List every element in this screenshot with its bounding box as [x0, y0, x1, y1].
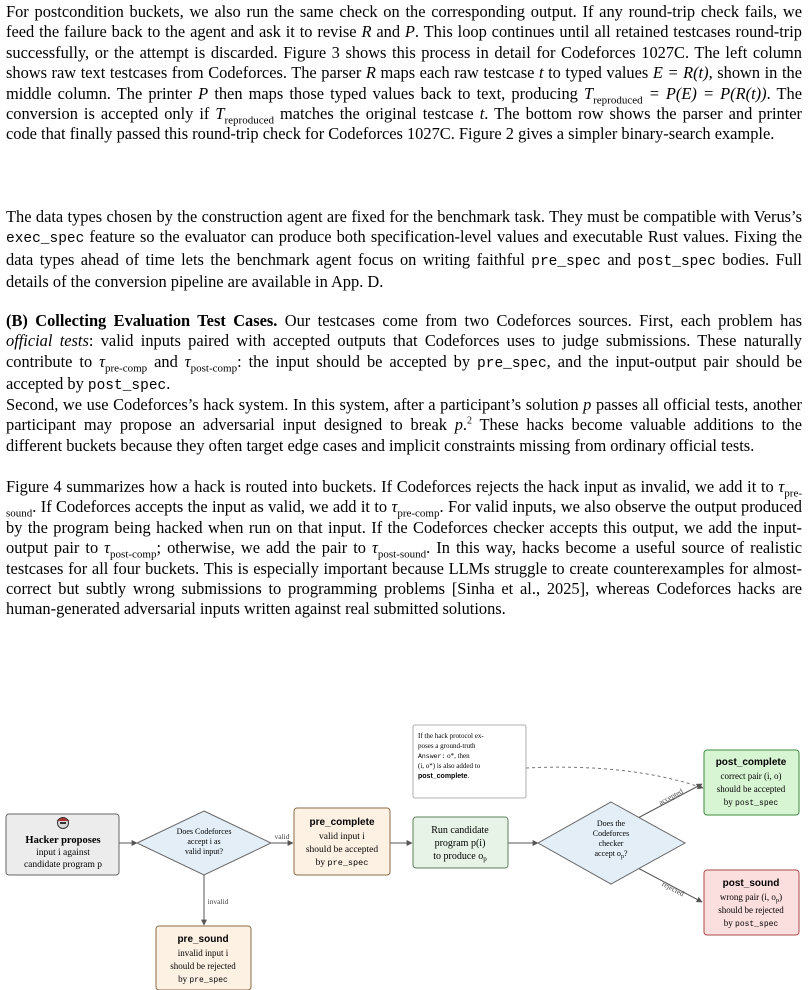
post-sound-line4: by post_spec	[723, 918, 779, 929]
decision2-line2: Codeforces	[592, 829, 630, 838]
paragraph-hack-system: Second, we use Codeforces’s hack system. In this system, after a participant’s solution p passes all official tests, another participant may propose an adversarial input designed to break p.$^2$ These hacks become valuable additions to the different buckets because they often target edge cases and implicit constraints missing from ordinary official tests.	[6, 395, 802, 455]
decision2-line3: checker	[598, 839, 624, 848]
hacker-line2: input i against	[36, 848, 90, 858]
pre-complete-title: pre_complete	[309, 817, 375, 828]
run-line2: program p(i)	[434, 838, 486, 849]
pre-complete-line2: valid input i	[319, 832, 365, 842]
post-sound-line2: wrong pair (i, $o_p$)	[719, 892, 783, 904]
hacker-line3: candidate program p	[23, 860, 103, 870]
arrow-note-to-post-complete	[526, 767, 703, 788]
pre-complete-line4: by pre_spec	[315, 858, 369, 868]
run-line3: to produce $o_p$	[433, 851, 487, 863]
paragraph-data-types: The data types chosen by the construction agent are fixed for the benchmark task. They must be compatible with Verus’s exec_spec feature so the evaluator can produce both specification-level values and executable Rust values. Fixing the data types ahead of time lets the benchmark agent focus on writing faithful pre_spec and post_spec bodies. Full details of the conversion pipeline are available in App. D.	[6, 207, 802, 292]
post-complete-title: post_complete	[715, 757, 787, 768]
note-line4: (i, o*) is also added to	[418, 762, 481, 770]
paragraph-round-trip: For postcondition buckets, we also run the same check on the corresponding output. If any round-trip check fails, we feed the failure back to the agent and ask it to revise R and P. This loop continues until all retained testcases round-trip successfully, or the attempt is discarded. Figure 3 shows this process in detail for Codeforces 1027C. The left column shows raw text testcases from Codeforces. The parser R maps each raw testcase t to typed values E = R(t), shown in the middle column. The printer P then maps those typed values back to text, producing $T_{reproduced} = P(E) = P(R(t))$. The conversion is accepted only if $T_{reproduced}$ matches the original testcase t. The bottom row shows the parser and printer code that finally passed this round-trip check for Codeforces 1027C. Figure 2 gives a simpler binary-search example.	[6, 2, 802, 144]
label-accepted: accepted	[657, 786, 685, 807]
decision2-line1: Does the	[596, 819, 626, 828]
post-sound-title: post_sound	[722, 878, 780, 889]
footnote-marker: 2	[467, 415, 473, 427]
pre-sound-line3: should be rejected	[170, 961, 236, 971]
paragraph-figure4-summary: Figure 4 summarizes how a hack is routed into buckets. If Codeforces rejects the hack input as invalid, we add it to $\tau_{pre-sound}$. If Codeforces accepts the input as valid, we add it to $\tau_{pre-comp}$. For valid inputs, we also observe the output produced by the program being hacked when run on that input. If the Codeforces checker accepts this output, we add the input-output pair to $\tau_{post-comp}$; otherwise, we add the pair to $\tau_{post-sound}$. In this way, hacks become a useful source of realistic testcases for all four buckets. This is especially important because LLMs struggle to create counterexamples for almost-correct but subtly wrong submissions to programming problems [Sinha et al., 2025], whereas Codeforces hacks are human-generated adversarial inputs written against real submitted solutions.	[6, 477, 803, 619]
label-invalid: invalid	[207, 897, 229, 906]
decision1-line2: accept i as	[187, 837, 221, 846]
hacker-icon	[57, 818, 69, 829]
label-rejected: rejected	[660, 879, 686, 899]
section-heading: (B) Collecting Evaluation Test Cases.	[6, 311, 278, 330]
pre-complete-line3: should be accepted	[305, 845, 379, 855]
post-complete-line2: correct pair (i, o)	[720, 771, 782, 781]
pre-sound-line2: invalid input i	[177, 948, 229, 958]
label-valid: valid	[274, 832, 290, 841]
hacker-title: Hacker proposes	[25, 835, 101, 846]
note-line3: Answer: o*, then	[418, 752, 470, 760]
note-line2: poses a ground-truth	[418, 742, 476, 750]
decision2-line4: accept $o_p$?	[594, 849, 628, 860]
decision1-line3: valid input?	[185, 847, 223, 856]
decision1-line1: Does Codeforces	[176, 827, 232, 836]
note-line1: If the hack protocol ex-	[418, 732, 484, 740]
post-complete-line4: by post_spec	[723, 797, 779, 808]
hack-routing-flow-diagram	[0, 598, 808, 990]
pre-sound-line4: by pre_spec	[178, 974, 228, 985]
post-sound-line3: should be rejected	[718, 905, 784, 915]
paragraph-collecting-tests: (B) Collecting Evaluation Test Cases. Our testcases come from two Codeforces sources. First, each problem has official tests: valid inputs paired with accepted outputs that Codeforces uses to judge submissions. These naturally contribute to $\tau_{pre-comp}$ and $\tau_{post-comp}$: the input should be accepted by pre_spec, and the input-output pair should be accepted by post_spec.	[6, 311, 803, 395]
pre-sound-title: pre_sound	[177, 934, 229, 945]
post-complete-line3: should be accepted	[716, 784, 786, 794]
run-line1: Run candidate	[431, 825, 489, 836]
note-line5: post_complete.	[418, 773, 470, 780]
